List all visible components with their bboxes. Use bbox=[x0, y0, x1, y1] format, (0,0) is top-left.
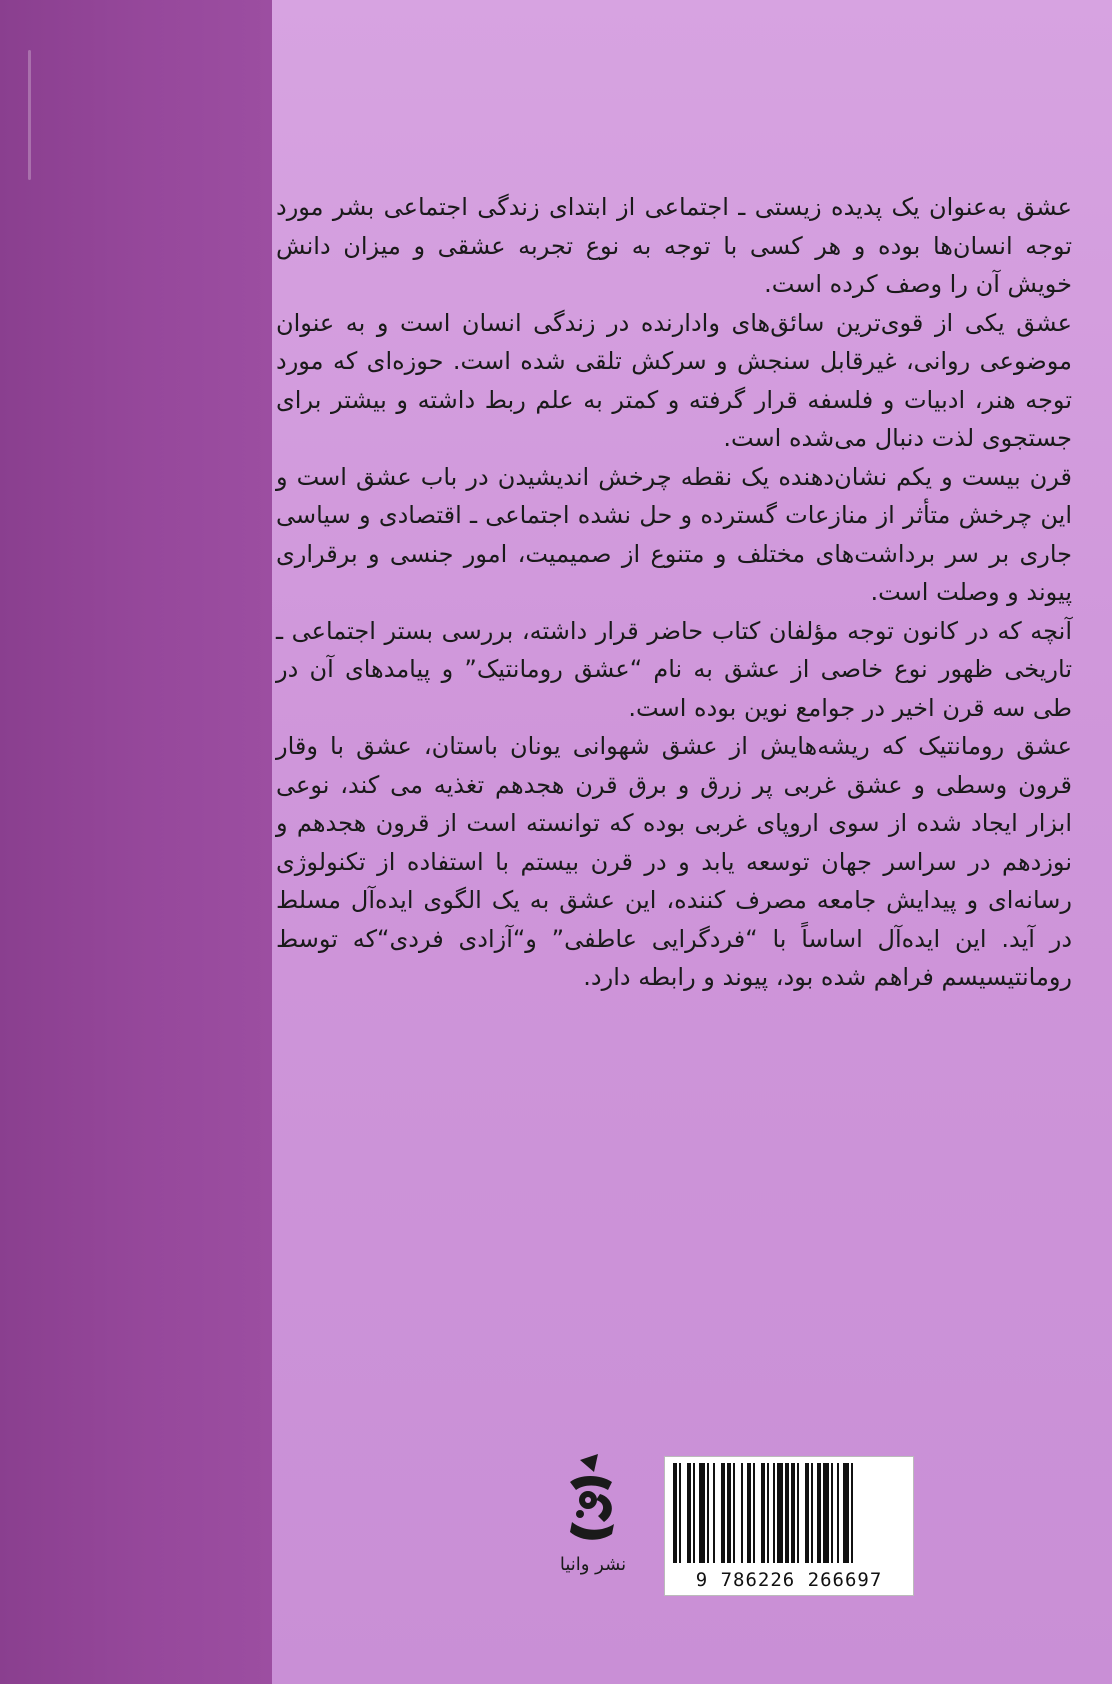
barcode-bar bbox=[747, 1463, 751, 1563]
barcode-bar bbox=[831, 1463, 833, 1563]
publisher-mark-icon bbox=[558, 1452, 628, 1552]
barcode-bar bbox=[777, 1463, 783, 1563]
spine-band bbox=[0, 0, 272, 1684]
barcode-bar bbox=[707, 1463, 709, 1563]
barcode-bar bbox=[733, 1463, 735, 1563]
blurb-paragraph-3: قرن بیست و یکم نشان‌دهنده یک نقطه چرخش اندیشیدن در باب عشق است و این چرخش متأثر از منازعات گسترده و حل نشده اجتماعی ـ اقتصادی و سیاسی جاری بر سر برداشت‌های مختلف و متنوع از صمیمیت، امور جنسی و برقراری پیوند و وصلت است. bbox=[276, 462, 1072, 606]
barcode-bar bbox=[785, 1463, 789, 1563]
barcode-bar bbox=[673, 1463, 677, 1563]
barcode-bar bbox=[741, 1463, 743, 1563]
barcode-bar bbox=[797, 1463, 799, 1563]
blurb-paragraph-1: عشق به‌عنوان یک پدیده زیستی ـ اجتماعی از ابتدای زندگی اجتماعی بشر مورد توجه انسان‌ها بوده و هر کسی با توجه به نوع تجربه عشقی و میزان دانش خویش آن را وصف کرده است. bbox=[276, 193, 1072, 298]
barcode-bars bbox=[671, 1463, 907, 1563]
blurb-paragraph-4: آنچه که در کانون توجه مؤلفان کتاب حاضر قرار داشته، بررسی بستر اجتماعی ـ تاریخی ظهور نوع خاصی از عشق به نام “عشق رومانتیک” و پیامدهای آن در طی سه قرن اخیر در جوامع نوین بوده است. bbox=[276, 616, 1072, 722]
publisher-logo bbox=[538, 1452, 648, 1602]
spine-crease bbox=[28, 50, 31, 180]
barcode-bar bbox=[811, 1463, 813, 1563]
barcode-bar bbox=[753, 1463, 755, 1563]
barcode-bar bbox=[837, 1463, 839, 1563]
barcode-bar bbox=[679, 1463, 681, 1563]
barcode-bar bbox=[773, 1463, 775, 1563]
barcode-bar bbox=[727, 1463, 731, 1563]
barcode-bar bbox=[791, 1463, 795, 1563]
barcode-bar bbox=[693, 1463, 695, 1563]
barcode-bar bbox=[721, 1463, 725, 1563]
barcode-bar bbox=[843, 1463, 849, 1563]
barcode-bar bbox=[761, 1463, 765, 1563]
barcode-bar bbox=[805, 1463, 809, 1563]
barcode-bar bbox=[851, 1463, 853, 1563]
blurb-paragraph-2: عشق یکی از قوی‌ترین سائق‌های وادارنده در زندگی انسان است و به عنوان موضوعی روانی، غیرقابل سنجش و سرکش تلقی شده است. حوزه‌ای که مورد توجه هنر، ادبیات و فلسفه قرار گرفته و کمتر به علم ربط داشته و بیشتر برای جستجوی لذت دنبال می‌شده است. bbox=[276, 308, 1072, 452]
isbn-number: 9 786226 266697 bbox=[695, 1569, 883, 1591]
blurb-paragraph-5: عشق رومانتیک که ریشه‌هایش از عشق شهوانی یونان باستان، عشق با وقار قرون وسطی و عشق غربی پر زرق و برق قرن هجدهم تغذیه می کند، نوعی ابزار ایجاد شده از سوی اروپای غربی بوده که توانسته است از قرون هجدهم و نوزدهم در سراسر جهان توسعه یابد و در قرن بیستم با استفاده از تکنولوژی رسانه‌ای و پیدایش جامعه مصرف کننده، این عشق به یک الگوی ایده‌آل مسلط در آید. این ایده‌آل اساساً با “فردگرایی عاطفی” و“آزادی فردی“که توسط رومانتیسیسم فراهم شده بود، پیوند و رابطه دارد. bbox=[276, 732, 1072, 991]
isbn-barcode bbox=[664, 1456, 914, 1596]
barcode-bar bbox=[823, 1463, 829, 1563]
publisher-name: نشر وانیا bbox=[559, 1554, 627, 1575]
barcode-bar bbox=[767, 1463, 769, 1563]
back-cover-blurb bbox=[276, 188, 1072, 997]
barcode-bar bbox=[817, 1463, 821, 1563]
barcode-bar bbox=[713, 1463, 715, 1563]
barcode-bar bbox=[699, 1463, 705, 1563]
barcode-bar bbox=[687, 1463, 691, 1563]
